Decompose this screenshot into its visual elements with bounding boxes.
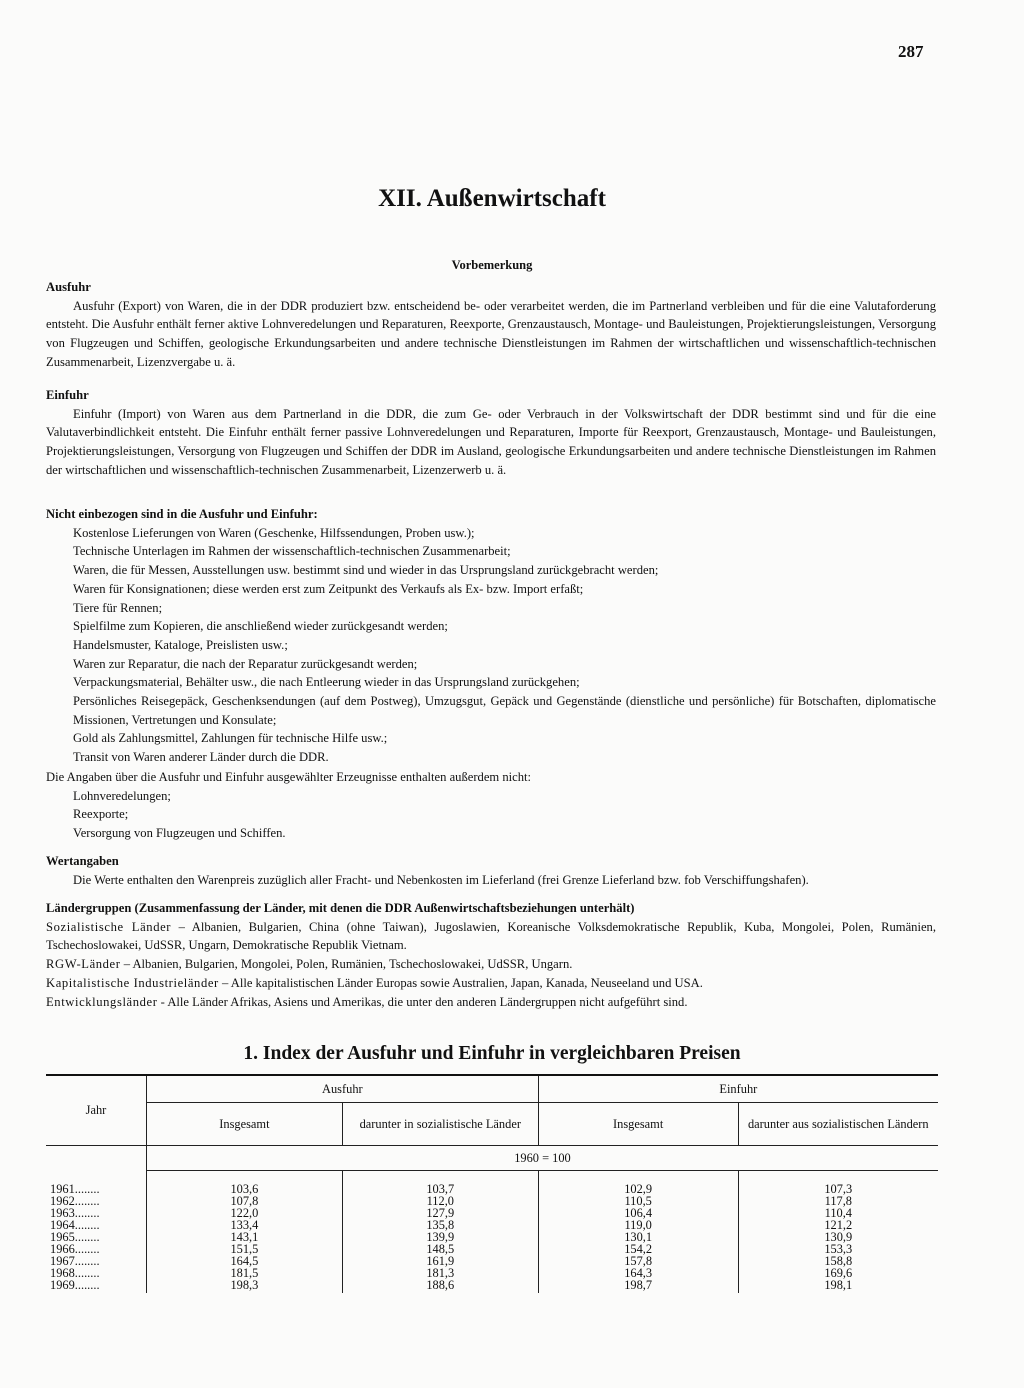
import-section bbox=[46, 386, 936, 480]
export-socialist-cell: 181,3 bbox=[342, 1267, 538, 1279]
country-group-label: Entwicklungsländer bbox=[46, 994, 158, 1009]
country-group-label: RGW-Länder bbox=[46, 957, 121, 972]
import-total-cell: 198,7 bbox=[538, 1279, 738, 1293]
table-row bbox=[46, 1207, 938, 1219]
country-groups-section bbox=[46, 899, 936, 1011]
selected-products-heading: Die Angaben über die Ausfuhr und Einfuhr ausgewählter Erzeugnisse enthalten außerdem nicht: bbox=[46, 770, 532, 784]
import-socialist-cell: 153,3 bbox=[738, 1243, 938, 1255]
country-groups-heading: Ländergruppen (Zusammenfassung der Länder, mit denen die DDR Außenwirtschaftsbeziehungen unterhält) bbox=[46, 901, 635, 915]
table-row bbox=[46, 1195, 938, 1207]
base-year-note: 1960 = 100 bbox=[146, 1146, 938, 1171]
import-total-cell: 119,0 bbox=[538, 1219, 738, 1231]
country-group-capitalist bbox=[46, 974, 936, 993]
list-item: Spielfilme zum Kopieren, die anschließend wieder zurückgesandt werden; bbox=[73, 619, 448, 634]
list-item: Transit von Waren anderer Länder durch die DDR. bbox=[73, 750, 329, 765]
column-header-year: Jahr bbox=[46, 1075, 146, 1146]
year-cell: 1966........ bbox=[50, 1242, 100, 1256]
list-item: Versorgung von Flugzeugen und Schiffen. bbox=[73, 826, 286, 841]
year-cell: 1962........ bbox=[50, 1194, 100, 1208]
list-item: Waren, die für Messen, Ausstellungen usw. bestimmt sind und wieder in das Ursprungsland zurückgebracht werden; bbox=[73, 563, 659, 578]
export-socialist-cell: 127,9 bbox=[342, 1207, 538, 1219]
year-cell: 1967........ bbox=[50, 1254, 100, 1268]
export-socialist-cell: 161,9 bbox=[342, 1255, 538, 1267]
import-total-cell: 154,2 bbox=[538, 1243, 738, 1255]
table-title: 1. Index der Ausfuhr und Einfuhr in vergleichbaren Preisen bbox=[243, 1043, 741, 1064]
import-socialist-cell: 169,6 bbox=[738, 1267, 938, 1279]
list-item: Waren für Konsignationen; diese werden erst zum Zeitpunkt des Verkaufs als Ex- bzw. Import erfaßt; bbox=[73, 581, 584, 596]
table-row bbox=[46, 1219, 938, 1231]
list-item: Lohnveredelungen; bbox=[73, 788, 171, 803]
list-item: Verpackungsmaterial, Behälter usw., die nach Entleerung wieder in das Ursprungsland zurückgehen; bbox=[73, 675, 580, 690]
column-header-import-socialist: darunter aus sozialistischen Ländern bbox=[738, 1103, 938, 1146]
export-socialist-cell: 135,8 bbox=[342, 1219, 538, 1231]
import-socialist-cell: 121,2 bbox=[738, 1219, 938, 1231]
country-group-label: Sozialistische Länder bbox=[46, 919, 172, 934]
chapter-title: XII. Außenwirtschaft bbox=[378, 185, 606, 212]
export-total-cell: 122,0 bbox=[146, 1207, 342, 1219]
import-socialist-cell: 117,8 bbox=[738, 1195, 938, 1207]
export-socialist-cell: 139,9 bbox=[342, 1231, 538, 1243]
import-paragraph: Einfuhr (Import) von Waren aus dem Partnerland in die DDR, die zum Ge- oder Verbrauch in der Volkswirtschaft der DDR bestimmt sind und für die eine Valutaverbindlichkeit entsteht. Die Einfuhr enthält ferner passive Lohnveredelungen und Reparaturen, Importe für Reexport, Grenzaustausch, Montage- und Bauleistungen, Projektierungsleistungen, Versorgung von Flugzeugen und Schiffen der DDR im Ausland, geologische Erkundungsarbeiten und andere technische Dienstleistungen im Rahmen der wirtschaftlichen und wissenschaftlich-technischen Zusammenarbeit, Lizenzerwerb u. ä. bbox=[46, 406, 936, 477]
country-group-text: - Alle Länder Afrikas, Asiens und Amerikas, die unter den anderen Ländergruppen nicht aufgeführt sind. bbox=[157, 994, 688, 1009]
table-row bbox=[46, 1171, 938, 1196]
import-heading: Einfuhr bbox=[46, 388, 89, 402]
export-total-cell: 103,6 bbox=[146, 1171, 342, 1196]
table-row bbox=[46, 1279, 938, 1293]
export-total-cell: 151,5 bbox=[146, 1243, 342, 1255]
list-item: Tiere für Rennen; bbox=[73, 600, 163, 615]
year-cell: 1963........ bbox=[50, 1206, 100, 1220]
list-item: Kostenlose Lieferungen von Waren (Geschenke, Hilfssendungen, Proben usw.); bbox=[73, 525, 475, 540]
import-socialist-cell: 110,4 bbox=[738, 1207, 938, 1219]
list-item: Technische Unterlagen im Rahmen der wissenschaftlich-technischen Zusammenarbeit; bbox=[73, 544, 511, 559]
year-cell: 1961........ bbox=[50, 1181, 100, 1196]
import-total-cell: 157,8 bbox=[538, 1255, 738, 1267]
table-row bbox=[46, 1231, 938, 1243]
export-total-cell: 133,4 bbox=[146, 1219, 342, 1231]
export-total-cell: 107,8 bbox=[146, 1195, 342, 1207]
import-total-cell: 110,5 bbox=[538, 1195, 738, 1207]
export-total-cell: 181,5 bbox=[146, 1267, 342, 1279]
export-section bbox=[46, 278, 936, 372]
year-cell: 1964........ bbox=[50, 1218, 100, 1232]
values-heading: Wertangaben bbox=[46, 854, 119, 868]
list-item: Handelsmuster, Kataloge, Preislisten usw.; bbox=[73, 637, 288, 652]
country-group-text: – Albanien, Bulgarien, Mongolei, Polen, Rumänien, Tschechoslowakei, UdSSR, Ungarn. bbox=[120, 957, 573, 972]
column-group-export: Ausfuhr bbox=[146, 1075, 538, 1103]
country-group-text: – Alle kapitalistischen Länder Europas sowie Australien, Japan, Kanada, Neuseeland und USA. bbox=[218, 975, 703, 990]
list-item: Reexporte; bbox=[73, 807, 129, 822]
export-socialist-cell: 112,0 bbox=[342, 1195, 538, 1207]
import-total-cell: 130,1 bbox=[538, 1231, 738, 1243]
selected-products-list bbox=[46, 787, 936, 843]
export-total-cell: 198,3 bbox=[146, 1279, 342, 1293]
import-total-cell: 164,3 bbox=[538, 1267, 738, 1279]
column-header-export-total: Insgesamt bbox=[146, 1103, 342, 1146]
values-section bbox=[46, 852, 936, 889]
exclusions-list bbox=[46, 524, 936, 767]
list-item: Waren zur Reparatur, die nach der Reparatur zurückgesandt werden; bbox=[73, 656, 418, 671]
export-total-cell: 143,1 bbox=[146, 1231, 342, 1243]
export-heading: Ausfuhr bbox=[46, 280, 91, 294]
column-header-export-socialist: darunter in sozialistische Länder bbox=[342, 1103, 538, 1146]
export-socialist-cell: 148,5 bbox=[342, 1243, 538, 1255]
preliminary-remark-title: Vorbemerkung bbox=[451, 258, 533, 272]
export-socialist-cell: 188,6 bbox=[342, 1279, 538, 1293]
export-socialist-cell: 103,7 bbox=[342, 1171, 538, 1196]
list-item: Gold als Zahlungsmittel, Zahlungen für technische Hilfe usw.; bbox=[73, 731, 388, 746]
selected-products-section bbox=[46, 768, 936, 843]
export-total-cell: 164,5 bbox=[146, 1255, 342, 1267]
export-paragraph: Ausfuhr (Export) von Waren, die in der DDR produziert bzw. entscheidend be- oder verarbeitet werden, die im Partnerland verbleiben und für die eine Valutaforderung entsteht. Die Ausfuhr enthält ferner aktive Lohnveredelungen und Reparaturen, Reexporte, Grenzaustausch, Montage- und Bauleistungen, Projektierungsleistungen, Versorgung von Flugzeugen und Schiffen, geologische Erkundungsarbeiten und andere technische Dienstleistungen im Rahmen der wirtschaftlichen und wissenschaftlich-technischen Zusammenarbeit, Lizenzvergabe u. ä. bbox=[46, 298, 936, 369]
import-socialist-cell: 107,3 bbox=[738, 1171, 938, 1196]
import-socialist-cell: 198,1 bbox=[738, 1279, 938, 1293]
exclusions-section bbox=[46, 505, 936, 767]
index-table bbox=[46, 1074, 938, 1293]
column-group-import: Einfuhr bbox=[538, 1075, 938, 1103]
country-group-label: Kapitalistische Industrieländer bbox=[46, 975, 219, 990]
list-item: Persönliches Reisegepäck, Geschenksendungen (auf dem Postweg), Umzugsgut, Gepäck und Gegenstände (dienstliche und persönliche) für Botschaften, diplomatische Missionen, Vertretungen und Konsulate; bbox=[73, 694, 936, 727]
column-header-import-total: Insgesamt bbox=[538, 1103, 738, 1146]
country-group-text: – Albanien, Bulgarien, China (ohne Taiwan), Jugoslawien, Koreanische Volksdemokratische Republik, Kuba, Mongolei, Polen, Rumänien, Tschechoslowakei, UdSSR, Ungarn, Demokratische Republik Vietnam. bbox=[46, 919, 936, 953]
table-row bbox=[46, 1267, 938, 1279]
import-socialist-cell: 130,9 bbox=[738, 1231, 938, 1243]
country-group-rgw bbox=[46, 955, 936, 974]
table-row bbox=[46, 1243, 938, 1255]
table-row bbox=[46, 1255, 938, 1267]
exclusions-heading: Nicht einbezogen sind in die Ausfuhr und Einfuhr: bbox=[46, 507, 318, 521]
year-cell: 1965........ bbox=[50, 1230, 100, 1244]
year-cell: 1969........ bbox=[50, 1278, 100, 1292]
country-group-socialist bbox=[46, 918, 936, 955]
page-number: 287 bbox=[898, 42, 924, 61]
year-cell: 1968........ bbox=[50, 1266, 100, 1280]
import-total-cell: 102,9 bbox=[538, 1171, 738, 1196]
import-socialist-cell: 158,8 bbox=[738, 1255, 938, 1267]
import-total-cell: 106,4 bbox=[538, 1207, 738, 1219]
country-group-developing bbox=[46, 993, 936, 1012]
values-paragraph: Die Werte enthalten den Warenpreis zuzüglich aller Fracht- und Nebenkosten im Lieferland (frei Grenze Lieferland bzw. fob Verschiffungshafen). bbox=[73, 872, 809, 887]
